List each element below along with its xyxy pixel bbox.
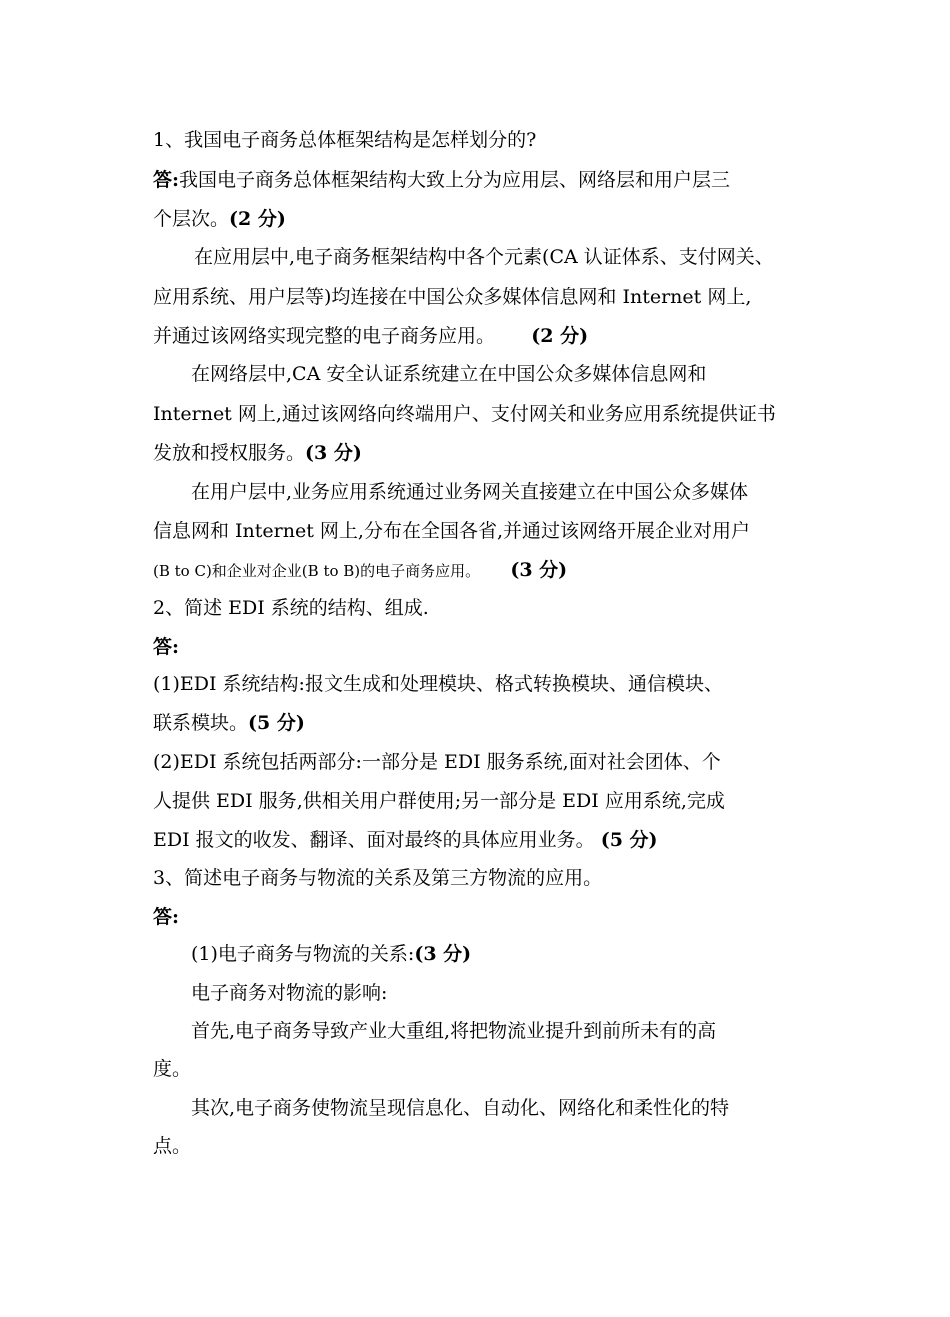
score-badge: (3 分) [510, 559, 568, 581]
q3-second-line-2: 点。 [153, 1135, 192, 1157]
q2-title: 2、简述 EDI 系统的结构、组成. [153, 597, 429, 619]
score-badge: (2 分) [229, 208, 286, 230]
score-badge: (5 分) [248, 712, 305, 734]
q1-network-layer-line-2: Internet 网上,通过该网络向终端用户、支付网关和业务应用系统提供证书 [153, 403, 776, 425]
q1-user-layer-line-2: 信息网和 Internet 网上,分布在全国各省,并通过该网络开展企业对用户 [153, 520, 750, 542]
q1-application-layer-line-3: 并通过该网络实现完整的电子商务应用。 (2 分) [153, 325, 589, 347]
q3-second-line-1: 其次,电子商务使物流呈现信息化、自动化、网络化和柔性化的特 [191, 1097, 730, 1119]
score-badge: (3 分) [414, 943, 472, 965]
q3-subsection-1: (1)电子商务与物流的关系:(3 分) [191, 943, 472, 965]
q3-title: 3、简述电子商务与物流的关系及第三方物流的应用。 [153, 867, 603, 889]
q2-answer-label: 答: [153, 636, 180, 658]
q3-impact-heading: 电子商务对物流的影响: [191, 982, 388, 1004]
q1-application-layer-line-1: 在应用层中,电子商务框架结构中各个元素(CA 认证体系、支付网关、 [194, 246, 774, 268]
q1-title: 1、我国电子商务总体框架结构是怎样划分的? [153, 129, 537, 151]
q2-composition-line-1: (2)EDI 系统包括两部分:一部分是 EDI 服务系统,面对社会团体、个 [153, 751, 721, 773]
q2-structure-line-1: (1)EDI 系统结构:报文生成和处理模块、格式转换模块、通信模块、 [153, 673, 723, 695]
q2-composition-line-2: 人提供 EDI 服务,供相关用户群使用;另一部分是 EDI 应用系统,完成 [153, 790, 725, 812]
q3-first-line-1: 首先,电子商务导致产业大重组,将把物流业提升到前所未有的高 [191, 1020, 717, 1042]
q1-answer-line-2: 个层次。(2 分) [153, 208, 286, 230]
q2-structure-line-2: 联系模块。(5 分) [153, 712, 305, 734]
score-badge: (5 分) [600, 829, 658, 851]
score-badge: (2 分) [531, 325, 589, 347]
q1-user-layer-line-1: 在用户层中,业务应用系统通过业务网关直接建立在中国公众多媒体 [191, 481, 749, 503]
score-badge: (3 分) [305, 442, 362, 464]
q1-answer-line-1: 答:我国电子商务总体框架结构大致上分为应用层、网络层和用户层三 [153, 169, 731, 191]
q2-composition-line-3: EDI 报文的收发、翻译、面对最终的具体应用业务。 (5 分) [153, 829, 658, 851]
q1-user-layer-line-3: (B to C)和企业对企业(B to B)的电子商务应用。 (3 分) [153, 559, 568, 581]
q3-answer-label: 答: [153, 906, 180, 928]
q3-first-line-2: 度。 [153, 1058, 192, 1080]
q1-network-layer-line-1: 在网络层中,CA 安全认证系统建立在中国公众多媒体信息网和 [191, 363, 707, 385]
answer-label: 答: [153, 169, 180, 191]
q1-network-layer-line-3: 发放和授权服务。(3 分) [153, 442, 362, 464]
q1-application-layer-line-2: 应用系统、用户层等)均连接在中国公众多媒体信息网和 Internet 网上, [153, 286, 752, 308]
